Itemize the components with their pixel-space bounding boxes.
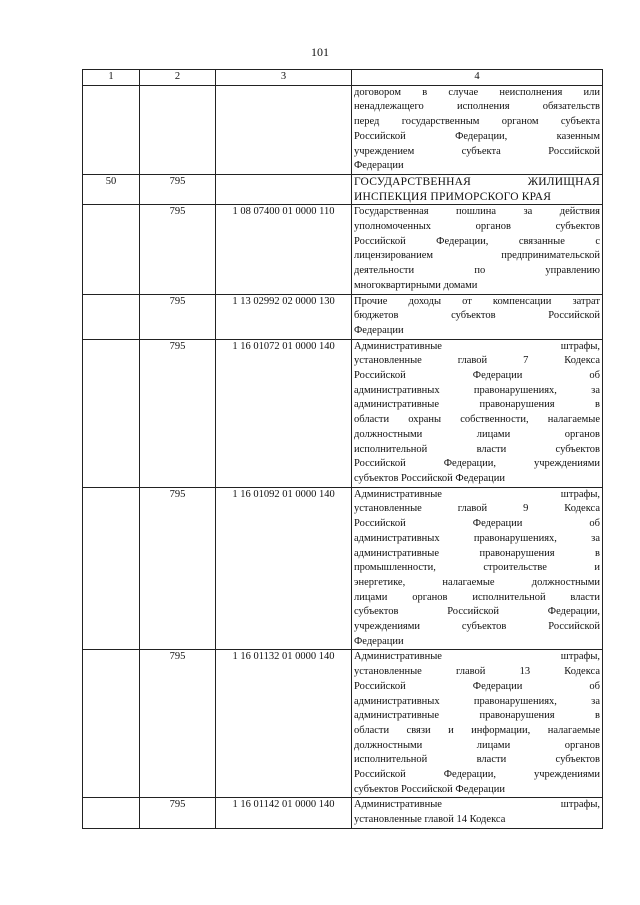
header-col-1: 1 xyxy=(83,70,140,86)
revenue-code: 1 16 01142 01 0000 140 xyxy=(216,798,352,828)
revenue-description xyxy=(352,650,603,798)
description-line: административные правонарушения в xyxy=(354,710,600,722)
description-line: лицами органов исполнительной власти xyxy=(354,591,600,603)
description-line: перед государственным органом субъекта xyxy=(354,116,600,128)
revenue-description xyxy=(352,798,603,828)
description-line: Российской Федерации об xyxy=(354,518,600,530)
revenue-code: 1 16 01072 01 0000 140 xyxy=(216,339,352,487)
description-line: энергетике, налагаемые должностными xyxy=(354,576,600,588)
admin-code xyxy=(140,85,216,174)
description-line: Административные штрафы, xyxy=(354,799,600,811)
admin-code: 795 xyxy=(140,294,216,339)
description-line: Российской Федерации, связанные с xyxy=(354,235,600,247)
admin-code: 795 xyxy=(140,339,216,487)
table-header-row xyxy=(83,70,603,86)
header-col-3: 3 xyxy=(216,70,352,86)
revenue-code: 1 16 01092 01 0000 140 xyxy=(216,487,352,650)
admin-code: 795 xyxy=(140,650,216,798)
description-line: должностными лицами органов xyxy=(354,739,600,751)
description-line: исполнительной власти субъектов xyxy=(354,443,600,455)
description-line: административные правонарушения в xyxy=(354,547,600,559)
row-number xyxy=(83,650,140,798)
description-line: учреждениями субъектов Российской xyxy=(354,621,600,633)
table-row xyxy=(83,650,603,798)
revenue-description xyxy=(352,85,603,174)
table-row xyxy=(83,85,603,174)
table-row xyxy=(83,339,603,487)
revenue-description xyxy=(352,205,603,294)
description-line: субъектов Российской Федерации xyxy=(354,472,506,484)
description-line: исполнительной власти субъектов xyxy=(354,754,600,766)
description-line: Административные штрафы, xyxy=(354,488,600,500)
description-line: договором в случае неисполнения или xyxy=(354,86,600,98)
description-line: деятельности по управлению xyxy=(354,265,600,277)
description-line: установленные главой 13 Кодекса xyxy=(354,666,600,678)
description-line: Государственная пошлина за действия xyxy=(354,206,600,218)
row-number xyxy=(83,798,140,828)
description-line: административных правонарушениях, за xyxy=(354,384,600,396)
description-line: многоквартирными домами xyxy=(354,279,478,291)
table-row xyxy=(83,205,603,294)
description-line: области охраны собственности, налагаемые xyxy=(354,414,600,426)
description-line: ненадлежащего исполнения обязательств xyxy=(354,101,600,113)
admin-code: 795 xyxy=(140,487,216,650)
description-line: учреждением субъекта Российской xyxy=(354,145,600,157)
description-line: Российской Федерации, учреждениями xyxy=(354,769,600,781)
description-line: Российской Федерации об xyxy=(354,370,600,382)
row-number xyxy=(83,205,140,294)
description-line: уполномоченных органов субъектов xyxy=(354,221,600,233)
admin-code: 795 xyxy=(140,174,216,204)
revenue-code xyxy=(216,85,352,174)
description-line: должностными лицами органов xyxy=(354,428,600,440)
description-line: Российской Федерации, учреждениями xyxy=(354,458,600,470)
revenue-code: 1 16 01132 01 0000 140 xyxy=(216,650,352,798)
header-col-4: 4 xyxy=(352,70,603,86)
description-line: промышленности, строительстве и xyxy=(354,562,600,574)
description-line: ИНСПЕКЦИЯ ПРИМОРСКОГО КРАЯ xyxy=(354,190,552,203)
admin-code: 795 xyxy=(140,205,216,294)
revenue-code: 1 08 07400 01 0000 110 xyxy=(216,205,352,294)
revenue-description xyxy=(352,339,603,487)
revenue-description xyxy=(352,174,603,204)
table-row xyxy=(83,798,603,828)
page-number: 101 xyxy=(311,45,329,59)
revenue-description xyxy=(352,487,603,650)
row-number xyxy=(83,294,140,339)
admin-code: 795 xyxy=(140,798,216,828)
header-col-2: 2 xyxy=(140,70,216,86)
description-line: лицензированием предпринимательской xyxy=(354,250,600,262)
description-line: Федерации xyxy=(354,324,404,336)
revenue-description xyxy=(352,294,603,339)
description-line: Российской Федерации об xyxy=(354,680,600,692)
description-line: субъектов Российской Федерации xyxy=(354,783,506,795)
row-number xyxy=(83,85,140,174)
description-line: Административные штрафы, xyxy=(354,340,600,352)
description-line: административных правонарушениях, за xyxy=(354,695,600,707)
description-line: Федерации xyxy=(354,635,404,647)
row-number xyxy=(83,487,140,650)
description-line: установленные главой 14 Кодекса xyxy=(354,814,506,826)
row-number: 50 xyxy=(83,174,140,204)
description-line: бюджетов субъектов Российской xyxy=(354,310,600,322)
description-line: установленные главой 9 Кодекса xyxy=(354,503,600,515)
description-line: административных правонарушениях, за xyxy=(354,532,600,544)
table-row xyxy=(83,487,603,650)
description-line: Административные штрафы, xyxy=(354,651,600,663)
description-line: Российской Федерации, казенным xyxy=(354,130,600,142)
description-line: Федерации xyxy=(354,160,404,172)
description-line: Прочие доходы от компенсации затрат xyxy=(354,295,600,307)
description-line: ГОСУДАРСТВЕННАЯ ЖИЛИЩНАЯ xyxy=(354,175,600,188)
row-number xyxy=(83,339,140,487)
table-row xyxy=(83,294,603,339)
revenue-code: 1 13 02992 02 0000 130 xyxy=(216,294,352,339)
revenue-code xyxy=(216,174,352,204)
table-row xyxy=(83,174,603,204)
description-line: административные правонарушения в xyxy=(354,399,600,411)
description-line: области связи и информации, налагаемые xyxy=(354,724,600,736)
description-line: субъектов Российской Федерации, xyxy=(354,606,600,618)
revenue-table xyxy=(82,69,603,829)
description-line: установленные главой 7 Кодекса xyxy=(354,355,600,367)
